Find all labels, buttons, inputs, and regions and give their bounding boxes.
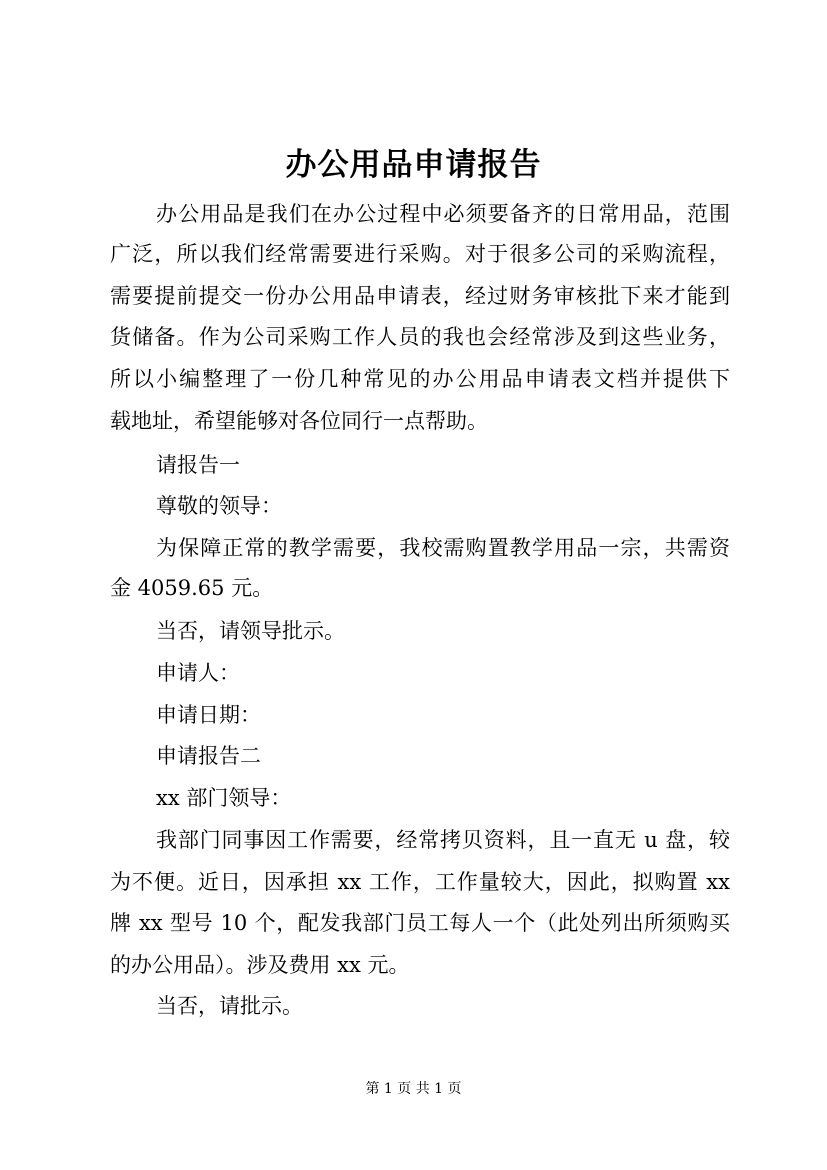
report2-body-line-3: 牌 xx 型号 10 个，配发我部门员工每人一个（此处列出所须购买: [110, 911, 730, 935]
intro-line-5: 所以小编整理了一份几种常见的办公用品申请表文档并提供下: [110, 367, 730, 391]
report1-date: 申请日期：: [156, 703, 261, 727]
report2-salutation: xx 部门领导：: [156, 786, 292, 810]
intro-line-1: 办公用品是我们在办公过程中必须要备齐的日常用品，范围: [156, 202, 730, 226]
report1-applicant: 申请人：: [156, 661, 240, 685]
report1-salutation: 尊敬的领导：: [156, 494, 282, 518]
report2-heading: 申请报告二: [156, 744, 261, 768]
report2-body-line-2: 为不便。近日，因承担 xx 工作，工作量较大，因此，拟购置 xx: [110, 870, 730, 894]
report1-heading: 请报告一: [156, 453, 240, 477]
intro-line-6: 载地址，希望能够对各位同行一点帮助。: [110, 409, 488, 433]
report1-body-line-1: 为保障正常的教学需要，我校需购置教学用品一宗，共需资: [156, 536, 730, 560]
intro-line-3: 需要提前提交一份办公用品申请表，经过财务审核批下来才能到: [110, 284, 730, 308]
report2-closing: 当否，请批示。: [156, 994, 303, 1018]
report1-closing: 当否，请领导批示。: [156, 619, 345, 643]
report2-body-line-4: 的办公用品）。涉及费用 xx 元。: [110, 953, 410, 977]
page-footer: 第 1 页 共 1 页: [365, 1081, 462, 1097]
document-title: 办公用品申请报告: [285, 147, 542, 183]
report1-body-line-2: 金 4059.65 元。: [110, 576, 274, 600]
report2-body-line-1: 我部门同事因工作需要，经常拷贝资料，且一直无 u 盘，较: [156, 828, 730, 852]
intro-line-4: 货储备。作为公司采购工作人员的我也会经常涉及到这些业务，: [110, 325, 730, 349]
intro-line-2: 广泛，所以我们经常需要进行采购。对于很多公司的采购流程，: [110, 242, 730, 266]
